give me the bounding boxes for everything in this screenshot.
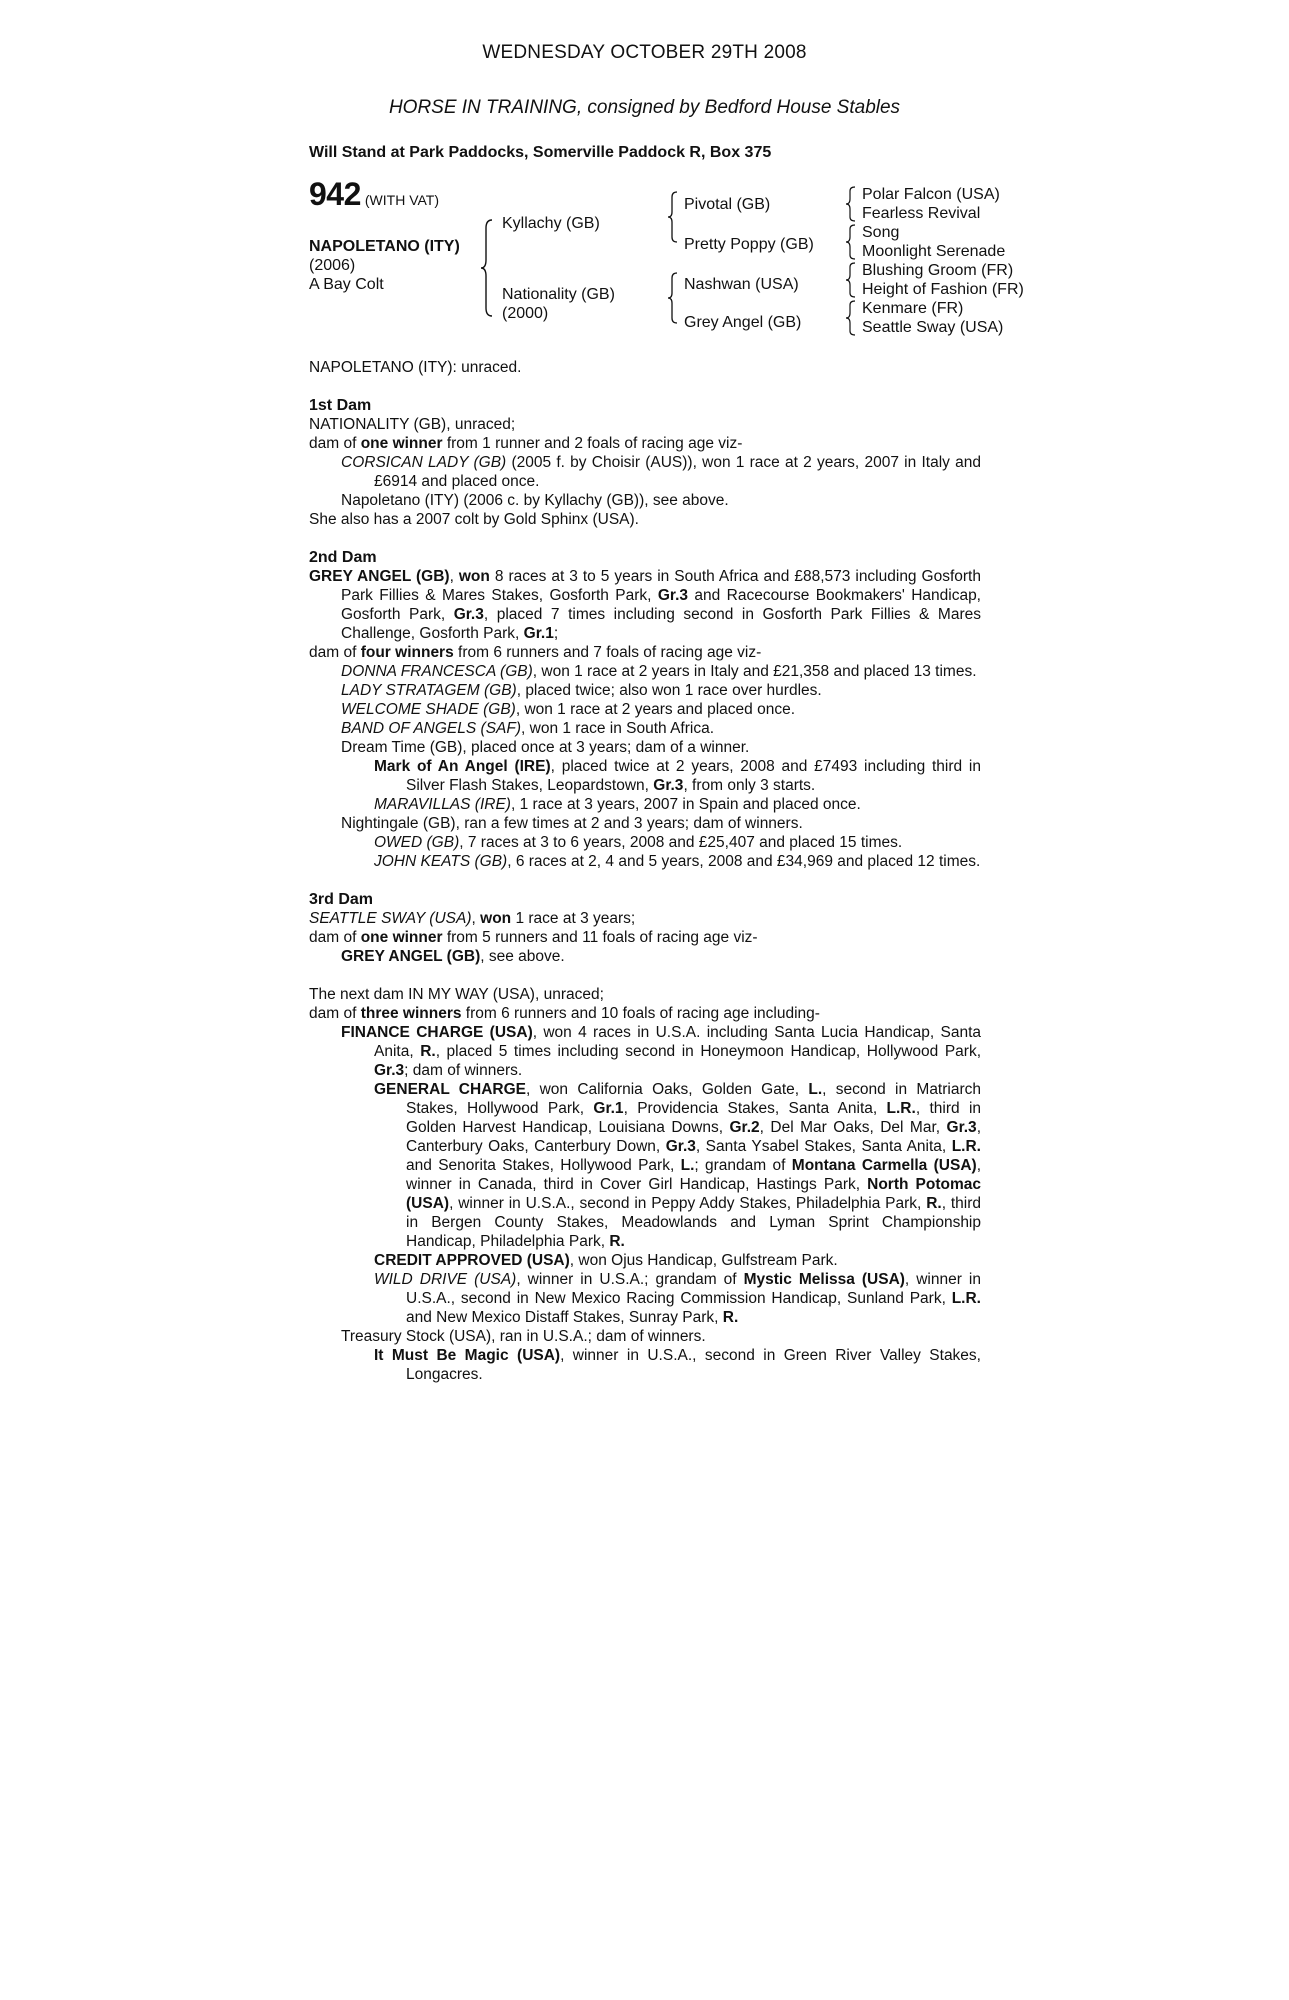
next-dam-line: The next dam IN MY WAY (USA), unraced; — [309, 986, 604, 1003]
dam-dam-dam: Seattle Sway (USA) — [862, 319, 1004, 336]
sire: Kyllachy (GB) — [502, 215, 600, 232]
stand-location: Will Stand at Park Paddocks, Somerville Paddock R, Box 375 — [309, 144, 772, 161]
sire-dam-sire: Song — [862, 224, 900, 241]
dam-sire: Nashwan (USA) — [684, 276, 799, 293]
second-dam-produce-line: dam of four winners from 6 runners and 7 foals of racing age viz- — [309, 644, 762, 661]
dam: Nationality (GB) — [502, 286, 615, 303]
first-dam-produce-line: dam of one winner from 1 runner and 2 foals of racing age viz- — [309, 435, 743, 452]
seattle-sway-entry: SEATTLE SWAY (USA), won 1 race at 3 years; — [309, 910, 636, 927]
horse-year: (2006) — [309, 257, 356, 274]
pedigree-brace-dam — [667, 271, 679, 325]
pedigree-table — [309, 176, 1049, 350]
dream-time-entry: Dream Time (GB), placed once at 3 years; dam of a winner. — [341, 739, 750, 756]
dam-dam: Grey Angel (GB) — [684, 314, 802, 331]
john-keats-entry: JOHN KEATS (GB), 6 races at 2, 4 and 5 years, 2008 and £34,969 and placed 12 times. — [374, 853, 981, 870]
finance-charge-entry: FINANCE CHARGE (USA), won 4 races in U.S.A. including Santa Lucia Handicap, Santa Anita, R., placed 5 times including second in Honeymoon Handicap, Hollywood Park, Gr.3; dam of winners. — [341, 1024, 981, 1079]
dam-sire-sire: Blushing Groom (FR) — [862, 262, 1014, 279]
horse-name: NAPOLETANO (ITY) — [309, 238, 460, 255]
pedigree-brace-dd — [845, 299, 857, 337]
race-summary: NAPOLETANO (ITY): unraced. — [309, 359, 522, 376]
lot-number: 942 — [309, 176, 361, 212]
general-charge-entry: GENERAL CHARGE, won California Oaks, Golden Gate, L., second in Matriarch Stakes, Hollywood Park, Gr.1, Providencia Stakes, Santa Anita, L.R., third in Golden Harvest Handicap, Louisiana Downs, Gr.2, Del Mar Oaks, Del Mar, Gr.3, Canterbury Oaks, Canterbury Down, Gr.3, Santa Ysabel Stakes, Santa Anita, L.R. and Senorita Stakes, Hollywood Park, L.; grandam of Montana Carmella (USA), winner in Canada, third in Cover Girl Handicap, Hastings Park, North Potomac (USA), winner in U.S.A., second in Peppy Addy Stakes, Philadelphia Park, R., third in Bergen County Stakes, Meadowlands and Lyman Sprint Championship Handicap, Philadelphia Park, R. — [374, 1081, 982, 1250]
welcome-shade-entry: WELCOME SHADE (GB), won 1 race at 2 years and placed once. — [341, 701, 796, 718]
next-dam-produce-line: dam of three winners from 6 runners and 10 foals of racing age including- — [309, 1005, 820, 1022]
corsican-lady-entry: CORSICAN LADY (GB) (2005 f. by Choisir (AUS)), won 1 race at 2 years, 2007 in Italy and £6914 and placed once. — [341, 454, 982, 490]
wild-drive-entry: WILD DRIVE (USA), winner in U.S.A.; grandam of Mystic Melissa (USA), winner in U.S.A., second in New Mexico Racing Commission Handicap, Sunland Park, L.R. and New Mexico Distaff Stakes, Sunray Park, R. — [374, 1271, 981, 1326]
dam-sire-dam: Height of Fashion (FR) — [862, 281, 1024, 298]
lady-stratagem-entry: LADY STRATAGEM (GB), placed twice; also won 1 race over hurdles. — [341, 682, 822, 699]
first-dam-note: She also has a 2007 colt by Gold Sphinx (USA). — [309, 511, 639, 528]
mark-of-an-angel-entry: Mark of An Angel (IRE), placed twice at 2 years, 2008 and £7493 including third in Silver Flash Stakes, Leopardstown, Gr.3, from only 3 starts. — [374, 758, 981, 794]
grey-angel-ref: GREY ANGEL (GB), see above. — [341, 948, 565, 965]
band-of-angels-entry: BAND OF ANGELS (SAF), won 1 race in South Africa. — [341, 720, 715, 737]
maravillas-entry: MARAVILLAS (IRE), 1 race at 3 years, 2007 in Spain and placed once. — [374, 796, 861, 813]
horse-details — [309, 237, 460, 294]
pedigree-brace-sd — [845, 223, 857, 261]
pedigree-brace-sire — [667, 190, 679, 244]
nightingale-entry: Nightingale (GB), ran a few times at 2 and 3 years; dam of winners. — [341, 815, 803, 832]
napoletano-entry: Napoletano (ITY) (2006 c. by Kyllachy (GB)), see above. — [341, 492, 729, 509]
sire-sire-sire: Polar Falcon (USA) — [862, 186, 1000, 203]
dam-dam-sire: Kenmare (FR) — [862, 300, 964, 317]
first-dam-heading: 1st Dam — [309, 397, 372, 414]
consignment-line: HORSE IN TRAINING, consigned by Bedford House Stables — [388, 97, 901, 118]
sire-sire: Pivotal (GB) — [684, 196, 771, 213]
pedigree-brace-ss — [845, 185, 857, 223]
second-dam-heading: 2nd Dam — [309, 549, 377, 566]
sire-dam: Pretty Poppy (GB) — [684, 236, 814, 253]
vat-note: (WITH VAT) — [364, 192, 440, 208]
sire-dam-dam: Moonlight Serenade — [862, 243, 1006, 260]
treasury-stock-entry: Treasury Stock (USA), ran in U.S.A.; dam of winners. — [341, 1328, 706, 1345]
third-dam-heading: 3rd Dam — [309, 891, 374, 908]
sale-date: WEDNESDAY OCTOBER 29TH 2008 — [482, 42, 807, 63]
credit-approved-entry: CREDIT APPROVED (USA), won Ojus Handicap, Gulfstream Park. — [374, 1252, 838, 1269]
produce-record — [309, 358, 981, 1384]
pedigree-brace-ds — [845, 261, 857, 299]
lot-number-line — [309, 176, 440, 212]
horse-description: A Bay Colt — [309, 276, 384, 293]
first-dam-line: NATIONALITY (GB), unraced; — [309, 416, 516, 433]
sire-sire-dam: Fearless Revival — [862, 205, 981, 222]
pedigree-brace-main — [480, 218, 494, 318]
it-must-be-magic-entry: It Must Be Magic (USA), winner in U.S.A., second in Green River Valley Stakes, Longacres. — [374, 1347, 981, 1383]
grey-angel-entry: GREY ANGEL (GB), won 8 races at 3 to 5 years in South Africa and £88,573 including Gosforth Park Fillies & Mares Stakes, Gosforth Park, Gr.3 and Racecourse Bookmakers' Handicap, Gosforth Park, Gr.3, placed 7 times including second in Gosforth Park Fillies & Mares Challenge, Gosforth Park, Gr.1; — [309, 568, 981, 642]
donna-francesca-entry: DONNA FRANCESCA (GB), won 1 race at 2 years in Italy and £21,358 and placed 13 times. — [341, 663, 977, 680]
owed-entry: OWED (GB), 7 races at 3 to 6 years, 2008 and £25,407 and placed 15 times. — [374, 834, 903, 851]
dam-year: (2000) — [502, 305, 549, 322]
third-dam-produce-line: dam of one winner from 5 runners and 11 foals of racing age viz- — [309, 929, 758, 946]
